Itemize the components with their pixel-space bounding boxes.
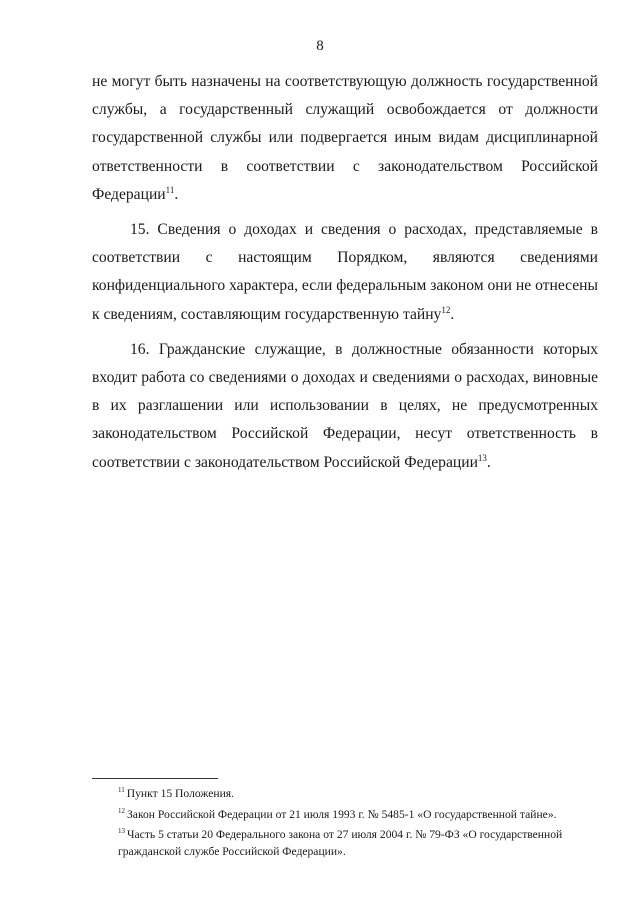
- paragraph-tail: .: [174, 185, 179, 203]
- paragraph-tail: .: [486, 453, 491, 471]
- footnote-ref[interactable]: 12: [441, 304, 451, 315]
- paragraph-15: [92, 216, 598, 329]
- document-body: [92, 68, 598, 484]
- footnote-13: [118, 827, 600, 860]
- footnote-11: [118, 786, 600, 803]
- footnote-divider: [92, 778, 218, 779]
- footnote-number: 12: [118, 806, 125, 815]
- paragraph-tail: .: [450, 305, 455, 323]
- paragraph-16: [92, 336, 598, 477]
- footnote-number: 11: [118, 786, 125, 795]
- footnote-12: [118, 807, 600, 824]
- footnote-text: Пункт 15 Положения.: [126, 787, 235, 800]
- paragraph-text: 15. Сведения о доходах и сведения о расходах, представляемые в соответствии с настоящим Порядком, являются сведениями конфиденциального характера, если федеральным законом они не отнесены к сведениям, составляющим государственную тайну: [92, 221, 598, 323]
- footnote-text: Часть 5 статьи 20 Федерального закона от 27 июля 2004 г. № 79-ФЗ «О государственной гражданской службе Российской Федерации».: [118, 828, 563, 858]
- page-number: 8: [316, 38, 324, 54]
- footnote-ref[interactable]: 11: [165, 184, 175, 195]
- paragraph-text: 16. Гражданские служащие, в должностные обязанности которых входит работа со сведениями о доходах и сведениями о расходах, виновные в их разглашении или использовании в целях, не предусмотренных законодательством Российской Федерации, несут ответственность в соответствии с законодательством Российской Федерации: [92, 340, 598, 471]
- footnote-text: Закон Российской Федерации от 21 июля 1993 г. № 5485-1 «О государственной тайне».: [127, 807, 557, 821]
- footnote-ref[interactable]: 13: [477, 452, 487, 463]
- footnotes: [118, 786, 600, 864]
- footnote-number: 13: [118, 827, 125, 836]
- paragraph-continuation: [92, 68, 598, 209]
- paragraph-text: не могут быть назначены на соответствующую должность государственной службы, а государственный служащий освобождается от должности государственной службы или подвергается иным видам дисциплинарной ответственности в соответствии с законодательством Российской Федерации: [92, 73, 598, 203]
